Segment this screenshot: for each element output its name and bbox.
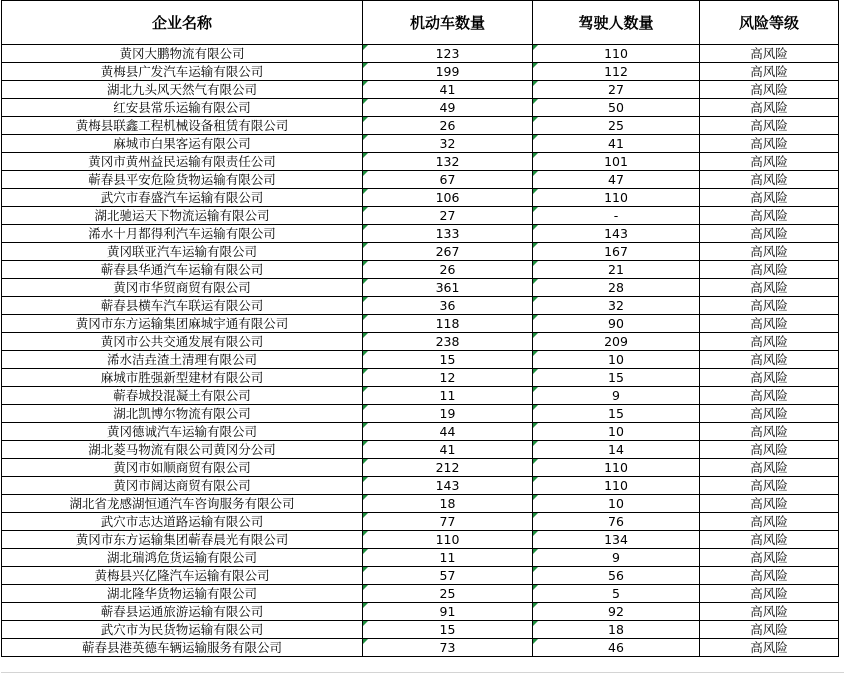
driver-count-cell[interactable]: 110: [533, 459, 700, 477]
driver-count-cell[interactable]: 32: [533, 297, 700, 315]
risk-level-cell[interactable]: 高风险: [700, 405, 839, 423]
table-row: [2, 225, 839, 243]
company-name-cell[interactable]: 浠水十月都得利汽车运输有限公司: [2, 225, 363, 243]
vehicle-count-cell[interactable]: 199: [363, 63, 533, 81]
vehicle-count-cell[interactable]: 15: [363, 351, 533, 369]
table-row: [2, 477, 839, 495]
table-row: [2, 207, 839, 225]
company-name-cell[interactable]: 黄梅县联鑫工程机械设备租赁有限公司: [2, 117, 363, 135]
company-name-cell[interactable]: 湖北隆华货物运输有限公司: [2, 585, 363, 603]
company-name-cell[interactable]: 黄冈市东方运输集团麻城宇通有限公司: [2, 315, 363, 333]
risk-level-cell[interactable]: 高风险: [700, 117, 839, 135]
vehicle-count-cell[interactable]: 41: [363, 441, 533, 459]
company-name-cell[interactable]: 蕲春县平安危险货物运输有限公司: [2, 171, 363, 189]
vehicle-count-cell[interactable]: 44: [363, 423, 533, 441]
driver-count-cell[interactable]: 167: [533, 243, 700, 261]
table-row: [2, 279, 839, 297]
driver-count-cell[interactable]: 56: [533, 567, 700, 585]
risk-level-cell[interactable]: 高风险: [700, 585, 839, 603]
vehicle-count-cell[interactable]: 123: [363, 45, 533, 63]
risk-level-cell[interactable]: 高风险: [700, 567, 839, 585]
vehicle-count-cell[interactable]: 18: [363, 495, 533, 513]
driver-count-cell[interactable]: 18: [533, 621, 700, 639]
driver-count-cell[interactable]: 50: [533, 99, 700, 117]
table-row: [2, 513, 839, 531]
table-row: [2, 423, 839, 441]
risk-level-cell[interactable]: 高风险: [700, 207, 839, 225]
company-name-cell[interactable]: 湖北菱马物流有限公司黄冈分公司: [2, 441, 363, 459]
vehicle-count-cell[interactable]: 212: [363, 459, 533, 477]
table-row: [2, 315, 839, 333]
driver-count-cell[interactable]: 21: [533, 261, 700, 279]
vehicle-count-cell[interactable]: 106: [363, 189, 533, 207]
vehicle-count-cell[interactable]: 25: [363, 585, 533, 603]
risk-level-cell[interactable]: 高风险: [700, 279, 839, 297]
data-table: [1, 0, 839, 657]
vehicle-count-cell[interactable]: 32: [363, 135, 533, 153]
vehicle-count-cell[interactable]: 91: [363, 603, 533, 621]
vehicle-count-cell[interactable]: 57: [363, 567, 533, 585]
table-row: [2, 81, 839, 99]
table-row: [2, 153, 839, 171]
table-row: [2, 261, 839, 279]
driver-count-cell[interactable]: 28: [533, 279, 700, 297]
table-row: [2, 387, 839, 405]
vehicle-count-cell[interactable]: 267: [363, 243, 533, 261]
company-name-cell[interactable]: 湖北九头风天然气有限公司: [2, 81, 363, 99]
table-row: [2, 351, 839, 369]
table-row: [2, 243, 839, 261]
vehicle-count-cell[interactable]: 67: [363, 171, 533, 189]
risk-level-cell[interactable]: 高风险: [700, 441, 839, 459]
vehicle-count-cell[interactable]: 12: [363, 369, 533, 387]
company-name-cell[interactable]: 湖北瑞鸿危货运输有限公司: [2, 549, 363, 567]
table-row: [2, 63, 839, 81]
driver-count-cell[interactable]: 112: [533, 63, 700, 81]
vehicle-count-cell[interactable]: 77: [363, 513, 533, 531]
table-row: [2, 549, 839, 567]
driver-count-cell[interactable]: 110: [533, 477, 700, 495]
risk-level-cell[interactable]: 高风险: [700, 639, 839, 657]
table-row: [2, 369, 839, 387]
vehicle-count-cell[interactable]: 238: [363, 333, 533, 351]
risk-level-cell[interactable]: 高风险: [700, 171, 839, 189]
driver-count-cell[interactable]: -: [533, 207, 700, 225]
risk-level-cell[interactable]: 高风险: [700, 63, 839, 81]
table-row: [2, 99, 839, 117]
table-row: [2, 297, 839, 315]
company-name-cell[interactable]: 浠水洁垚渣土清理有限公司: [2, 351, 363, 369]
company-name-cell[interactable]: 黄梅县广发汽车运输有限公司: [2, 63, 363, 81]
vehicle-count-cell[interactable]: 26: [363, 261, 533, 279]
vehicle-count-cell[interactable]: 132: [363, 153, 533, 171]
vehicle-count-cell[interactable]: 49: [363, 99, 533, 117]
driver-count-cell[interactable]: 10: [533, 351, 700, 369]
company-name-cell[interactable]: 黄梅县兴亿隆汽车运输有限公司: [2, 567, 363, 585]
risk-level-cell[interactable]: 高风险: [700, 315, 839, 333]
company-name-cell[interactable]: 黄冈德诚汽车运输有限公司: [2, 423, 363, 441]
driver-count-cell[interactable]: 14: [533, 441, 700, 459]
header-row: [2, 1, 839, 45]
company-name-cell[interactable]: 麻城市白果客运有限公司: [2, 135, 363, 153]
risk-level-cell[interactable]: 高风险: [700, 549, 839, 567]
vehicle-count-cell[interactable]: 11: [363, 387, 533, 405]
risk-level-cell[interactable]: 高风险: [700, 153, 839, 171]
driver-count-cell[interactable]: 15: [533, 369, 700, 387]
vehicle-count-cell[interactable]: 143: [363, 477, 533, 495]
header-driver-count[interactable]: 驾驶人数量: [533, 1, 700, 45]
company-name-cell[interactable]: 黄冈市阔达商贸有限公司: [2, 477, 363, 495]
company-name-cell[interactable]: 黄冈市公共交通发展有限公司: [2, 333, 363, 351]
risk-level-cell[interactable]: 高风险: [700, 513, 839, 531]
table-row: [2, 639, 839, 657]
driver-count-cell[interactable]: 92: [533, 603, 700, 621]
driver-count-cell[interactable]: 143: [533, 225, 700, 243]
table-row: [2, 405, 839, 423]
risk-level-cell[interactable]: 高风险: [700, 423, 839, 441]
company-name-cell[interactable]: 蕲春县运通旅游运输有限公司: [2, 603, 363, 621]
company-name-cell[interactable]: 黄冈市东方运输集团蕲春晨光有限公司: [2, 531, 363, 549]
driver-count-cell[interactable]: 27: [533, 81, 700, 99]
company-name-cell[interactable]: 武穴市志达道路运输有限公司: [2, 513, 363, 531]
empty-row-gridline: [1, 672, 844, 673]
risk-level-cell[interactable]: 高风险: [700, 297, 839, 315]
risk-level-cell[interactable]: 高风险: [700, 225, 839, 243]
risk-level-cell[interactable]: 高风险: [700, 621, 839, 639]
vehicle-count-cell[interactable]: 118: [363, 315, 533, 333]
company-name-cell[interactable]: 武穴市春盛汽车运输有限公司: [2, 189, 363, 207]
company-name-cell[interactable]: 黄冈大鹏物流有限公司: [2, 45, 363, 63]
driver-count-cell[interactable]: 110: [533, 189, 700, 207]
table-row: [2, 585, 839, 603]
driver-count-cell[interactable]: 41: [533, 135, 700, 153]
company-name-cell[interactable]: 黄冈市如顺商贸有限公司: [2, 459, 363, 477]
table-row: [2, 189, 839, 207]
company-name-cell[interactable]: 蕲春城投混凝土有限公司: [2, 387, 363, 405]
company-name-cell[interactable]: 黄冈联亚汽车运输有限公司: [2, 243, 363, 261]
company-name-cell[interactable]: 蕲春县港英德车辆运输服务有限公司: [2, 639, 363, 657]
table-row: [2, 441, 839, 459]
driver-count-cell[interactable]: 15: [533, 405, 700, 423]
company-name-cell[interactable]: 蕲春县华通汽车运输有限公司: [2, 261, 363, 279]
table-row: [2, 171, 839, 189]
driver-count-cell[interactable]: 76: [533, 513, 700, 531]
company-name-cell[interactable]: 红安县常乐运输有限公司: [2, 99, 363, 117]
vehicle-count-cell[interactable]: 27: [363, 207, 533, 225]
driver-count-cell[interactable]: 9: [533, 549, 700, 567]
vehicle-count-cell[interactable]: 110: [363, 531, 533, 549]
risk-level-cell[interactable]: 高风险: [700, 261, 839, 279]
company-name-cell[interactable]: 湖北凯博尔物流有限公司: [2, 405, 363, 423]
table-row: [2, 459, 839, 477]
risk-level-cell[interactable]: 高风险: [700, 477, 839, 495]
driver-count-cell[interactable]: 209: [533, 333, 700, 351]
header-company-name[interactable]: 企业名称: [2, 1, 363, 45]
driver-count-cell[interactable]: 9: [533, 387, 700, 405]
vehicle-count-cell[interactable]: 36: [363, 297, 533, 315]
table-row: [2, 603, 839, 621]
risk-level-cell[interactable]: 高风险: [700, 351, 839, 369]
risk-level-cell[interactable]: 高风险: [700, 189, 839, 207]
risk-level-cell[interactable]: 高风险: [700, 243, 839, 261]
vehicle-count-cell[interactable]: 41: [363, 81, 533, 99]
table-row: [2, 45, 839, 63]
risk-level-cell[interactable]: 高风险: [700, 531, 839, 549]
risk-level-cell[interactable]: 高风险: [700, 99, 839, 117]
risk-level-cell[interactable]: 高风险: [700, 135, 839, 153]
risk-level-cell[interactable]: 高风险: [700, 369, 839, 387]
vehicle-count-cell[interactable]: 11: [363, 549, 533, 567]
table-row: [2, 621, 839, 639]
risk-level-cell[interactable]: 高风险: [700, 495, 839, 513]
table-row: [2, 495, 839, 513]
header-risk-level[interactable]: 风险等级: [700, 1, 839, 45]
table-row: [2, 567, 839, 585]
driver-count-cell[interactable]: 101: [533, 153, 700, 171]
vehicle-count-cell[interactable]: 15: [363, 621, 533, 639]
driver-count-cell[interactable]: 10: [533, 495, 700, 513]
table-row: [2, 135, 839, 153]
vehicle-count-cell[interactable]: 361: [363, 279, 533, 297]
driver-count-cell[interactable]: 90: [533, 315, 700, 333]
company-name-cell[interactable]: 黄冈市华贸商贸有限公司: [2, 279, 363, 297]
driver-count-cell[interactable]: 134: [533, 531, 700, 549]
risk-level-cell[interactable]: 高风险: [700, 387, 839, 405]
company-name-cell[interactable]: 湖北省龙感湖恒通汽车咨询服务有限公司: [2, 495, 363, 513]
header-vehicle-count[interactable]: 机动车数量: [363, 1, 533, 45]
table-row: [2, 531, 839, 549]
driver-count-cell[interactable]: 47: [533, 171, 700, 189]
driver-count-cell[interactable]: 25: [533, 117, 700, 135]
driver-count-cell[interactable]: 46: [533, 639, 700, 657]
table-row: [2, 117, 839, 135]
driver-count-cell[interactable]: 110: [533, 45, 700, 63]
company-name-cell[interactable]: 蕲春县横车汽车联运有限公司: [2, 297, 363, 315]
driver-count-cell[interactable]: 5: [533, 585, 700, 603]
company-name-cell[interactable]: 武穴市为民货物运输有限公司: [2, 621, 363, 639]
risk-level-cell[interactable]: 高风险: [700, 81, 839, 99]
vehicle-count-cell[interactable]: 133: [363, 225, 533, 243]
driver-count-cell[interactable]: 10: [533, 423, 700, 441]
company-name-cell[interactable]: 湖北驰运天下物流运输有限公司: [2, 207, 363, 225]
company-name-cell[interactable]: 麻城市胜强新型建材有限公司: [2, 369, 363, 387]
risk-level-cell[interactable]: 高风险: [700, 459, 839, 477]
vehicle-count-cell[interactable]: 73: [363, 639, 533, 657]
risk-level-cell[interactable]: 高风险: [700, 603, 839, 621]
risk-level-cell[interactable]: 高风险: [700, 45, 839, 63]
vehicle-count-cell[interactable]: 26: [363, 117, 533, 135]
vehicle-count-cell[interactable]: 19: [363, 405, 533, 423]
table-row: [2, 333, 839, 351]
company-name-cell[interactable]: 黄冈市黄州益民运输有限责任公司: [2, 153, 363, 171]
risk-level-cell[interactable]: 高风险: [700, 333, 839, 351]
